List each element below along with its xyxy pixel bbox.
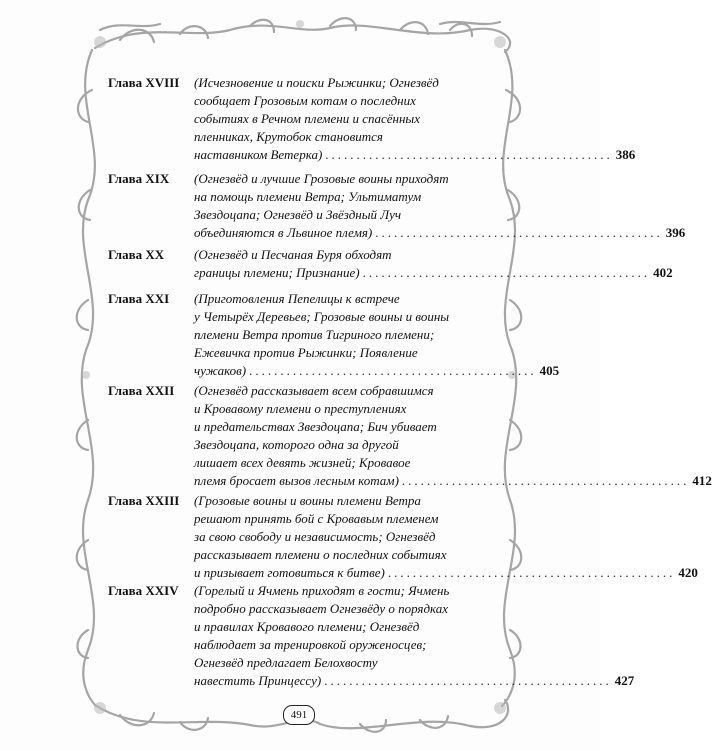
chapter-title: Глава XVIII	[108, 75, 180, 90]
leader-dots: ..............................................	[362, 265, 651, 280]
chapter-summary: (Огнезвёд рассказывает всем собравшимся и Кровавому племени о преступлениях и предательствах Звездоцапа; Бич убивает Звездоцапа, которого одна за другой лишает всех девять жизней; Кровавое племя бросает вызов лесным котам) .............................................. 412	[194, 383, 712, 488]
chapter-title: Глава XX	[108, 247, 165, 262]
chapter-title: Глава XXIII	[108, 493, 180, 508]
page-number: 427	[614, 673, 635, 688]
chapter-summary: (Огнезвёд и Песчаная Буря обходят границы племени; Признание) .............................................. 402	[194, 247, 673, 280]
chapter-summary: (Огнезвёд и лучшие Грозовые воины приходят на помощь племени Ветра; Ультиматум Звездоцапа; Огнезвёд и Звёздный Луч объединяются в Львиное племя) .............................................. 396	[194, 171, 686, 240]
toc-entry-18[interactable]	[108, 74, 636, 164]
chapter-summary: (Горелый и Ячмень приходят в гости; Ячмень подробно рассказывает Огнезвёду о порядках и правилах Кровавого племени; Огнезвёд наблюдает за тренировкой оруженосцев; Огнезвёд предлагает Белохвосту навестить Принцессу) .............................................. 427	[194, 583, 635, 688]
page-number: 396	[665, 225, 686, 240]
chapter-summary: (Приготовления Пепелицы к встрече у Четырёх Деревьев; Грозовые воины и воины племени Ветра против Тигриного племени; Ежевичка против Рыжинки; Появление чужаков) .............................................. 405	[194, 291, 560, 378]
leader-dots: ..............................................	[325, 147, 613, 162]
toc-entry-21[interactable]	[108, 290, 560, 380]
toc-entry-20[interactable]	[108, 246, 673, 282]
leader-dots: ..............................................	[324, 673, 612, 688]
leader-dots: ..............................................	[249, 363, 537, 378]
folio-page-number: 491	[283, 705, 315, 725]
leader-dots: ..............................................	[375, 225, 663, 240]
toc-entry-23[interactable]	[108, 492, 698, 582]
toc-entry-22[interactable]	[108, 382, 712, 490]
leader-dots: ..............................................	[401, 473, 690, 488]
page-number: 412	[692, 473, 712, 488]
toc-entry-19[interactable]	[108, 170, 686, 242]
page-number: 420	[678, 565, 698, 580]
chapter-title: Глава XIX	[108, 171, 170, 186]
chapter-title: Глава XXII	[108, 383, 175, 398]
leader-dots: ..............................................	[387, 565, 676, 580]
toc-entry-24[interactable]	[108, 582, 635, 690]
page-number: 405	[539, 363, 560, 378]
page-number: 386	[615, 147, 636, 162]
chapter-title: Глава XXIV	[108, 583, 179, 598]
page-number: 402	[653, 265, 673, 280]
chapter-summary: (Грозовые воины и воины племени Ветра решают принять бой с Кровавым племенем за свою свободу и независимость; Огнезвёд рассказывает племени о последних событиях и призывает готовиться к битве) .............................................. 420	[194, 493, 698, 580]
chapter-summary: (Исчезновение и поиски Рыжинки; Огнезвёд сообщает Грозовым котам о последних событиях в Речном племени и спасённых пленниках, Крутобок становится наставником Ветерка) .............................................. 386	[194, 75, 636, 162]
chapter-title: Глава XXI	[108, 291, 170, 306]
